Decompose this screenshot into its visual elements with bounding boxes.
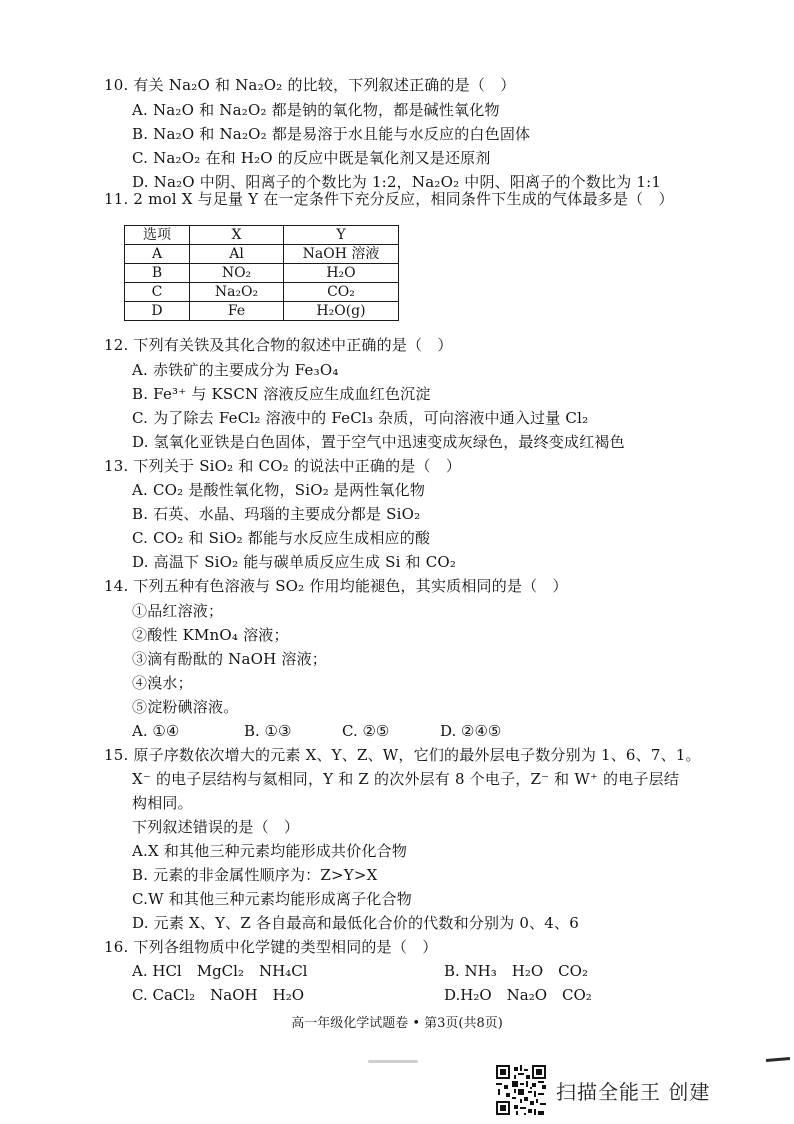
q16-option-c: C. CaCl₂ NaOH H₂O: [132, 986, 305, 1004]
scan-smudge: [368, 1060, 418, 1063]
q14-choice-b: B. ①③: [244, 722, 292, 740]
q13-stem: 13. 下列关于 SiO₂ 和 CO₂ 的说法中正确的是（ ）: [104, 457, 462, 475]
q10-option-c: C. Na₂O₂ 在和 H₂O 的反应中既是氧化剂又是还原剂: [132, 149, 491, 167]
q15-option-d: D. 元素 X、Y、Z 各自最高和最低化合价的代数和分别为 0、4、6: [132, 914, 579, 932]
q12-option-d: D. 氢氧化亚铁是白色固体，置于空气中迅速变成灰绿色，最终变成红褐色: [132, 433, 625, 451]
q11-table: [124, 225, 399, 321]
q15-option-a: A.X 和其他三种元素均能形成共价化合物: [132, 842, 408, 860]
scanner-watermark-text: 扫描全能王 创建: [556, 1080, 711, 1104]
q15-stem-line-2: X⁻ 的电子层结构与氦相同，Y 和 Z 的次外层有 8 个电子，Z⁻ 和 W⁺ 的电子层结: [132, 770, 680, 788]
table-cell: B: [125, 264, 190, 283]
table-cell: CO₂: [284, 283, 399, 302]
table-cell: H₂O: [284, 264, 399, 283]
q16-option-a: A. HCl MgCl₂ NH₄Cl: [132, 962, 308, 980]
q14-item-3: ③滴有酚酞的 NaOH 溶液；: [132, 650, 327, 668]
q16-option-b: B. NH₃ H₂O CO₂: [444, 962, 588, 980]
table-row: [125, 264, 399, 283]
q14-item-5: ⑤淀粉碘溶液。: [132, 698, 239, 716]
table-row: [125, 283, 399, 302]
q10-option-a: A. Na₂O 和 Na₂O₂ 都是钠的氧化物，都是碱性氧化物: [132, 101, 500, 119]
q16-option-d: D.H₂O Na₂O CO₂: [444, 986, 592, 1004]
q14-choice-d: D. ②④⑤: [440, 722, 502, 740]
q13-option-d: D. 高温下 SiO₂ 能与碳单质反应生成 Si 和 CO₂: [132, 553, 457, 571]
q14-choice-a: A. ①④: [132, 722, 180, 740]
table-cell: A: [125, 245, 190, 264]
q10-stem: 10. 有关 Na₂O 和 Na₂O₂ 的比较，下列叙述正确的是（ ）: [104, 76, 516, 94]
q15-option-c: C.W 和其他三种元素均能形成离子化合物: [132, 890, 412, 908]
q14-choice-c: C. ②⑤: [342, 722, 390, 740]
q16-stem: 16. 下列各组物质中化学键的类型相同的是（ ）: [104, 938, 438, 956]
table-cell: Fe: [190, 302, 284, 321]
table-cell: C: [125, 283, 190, 302]
q15-stem-line-1: 15. 原子序数依次增大的元素 X、Y、Z、W，它们的最外层电子数分别为 1、6、7、1。: [104, 746, 701, 764]
q13-option-a: A. CO₂ 是酸性氧化物，SiO₂ 是两性氧化物: [132, 481, 426, 499]
table-cell: H₂O(g): [284, 302, 399, 321]
table-header-cell: Y: [284, 226, 399, 245]
q12-stem: 12. 下列有关铁及其化合物的叙述中正确的是（ ）: [104, 336, 453, 354]
table-cell: D: [125, 302, 190, 321]
table-cell: Na₂O₂: [190, 283, 284, 302]
q10-option-d: D. Na₂O 中阴、阳离子的个数比为 1:2，Na₂O₂ 中阴、阳离子的个数比为 1:1: [132, 173, 662, 191]
page-footer: 高一年级化学试题卷 • 第3页(共8页): [291, 1016, 503, 1031]
q12-option-c: C. 为了除去 FeCl₂ 溶液中的 FeCl₃ 杂质，可向溶液中通入过量 Cl₂: [132, 409, 589, 427]
q12-option-b: B. Fe³⁺ 与 KSCN 溶液反应生成血红色沉淀: [132, 385, 431, 403]
q15-option-b: B. 元素的非金属性顺序为：Z>Y>X: [132, 866, 378, 884]
scan-edge-mark: [766, 1057, 790, 1062]
table-row: [125, 302, 399, 321]
table-cell: Al: [190, 245, 284, 264]
table-cell: NO₂: [190, 264, 284, 283]
table-header-cell: 选项: [125, 226, 190, 245]
q13-option-c: C. CO₂ 和 SiO₂ 都能与水反应生成相应的酸: [132, 529, 431, 547]
q10-option-b: B. Na₂O 和 Na₂O₂ 都是易溶于水且能与水反应的白色固体: [132, 125, 531, 143]
table-header-cell: X: [190, 226, 284, 245]
q11-stem: 11. 2 mol X 与足量 Y 在一定条件下充分反应，相同条件下生成的气体最多是（ ）: [104, 190, 674, 208]
q14-item-4: ④溴水；: [132, 674, 193, 692]
table-row: [125, 245, 399, 264]
q14-stem: 14. 下列五种有色溶液与 SO₂ 作用均能褪色，其实质相同的是（ ）: [104, 577, 568, 595]
q12-option-a: A. 赤铁矿的主要成分为 Fe₃O₄: [132, 361, 339, 379]
table-header-row: [125, 226, 399, 245]
qr-code-icon: [496, 1065, 546, 1115]
q15-stem-line-4: 下列叙述错误的是（ ）: [132, 818, 300, 836]
table-cell: NaOH 溶液: [284, 245, 399, 264]
q14-item-2: ②酸性 KMnO₄ 溶液；: [132, 626, 289, 644]
q14-item-1: ①品红溶液；: [132, 602, 224, 620]
q13-option-b: B. 石英、水晶、玛瑙的主要成分都是 SiO₂: [132, 505, 421, 523]
q15-stem-line-3: 构相同。: [132, 794, 193, 812]
